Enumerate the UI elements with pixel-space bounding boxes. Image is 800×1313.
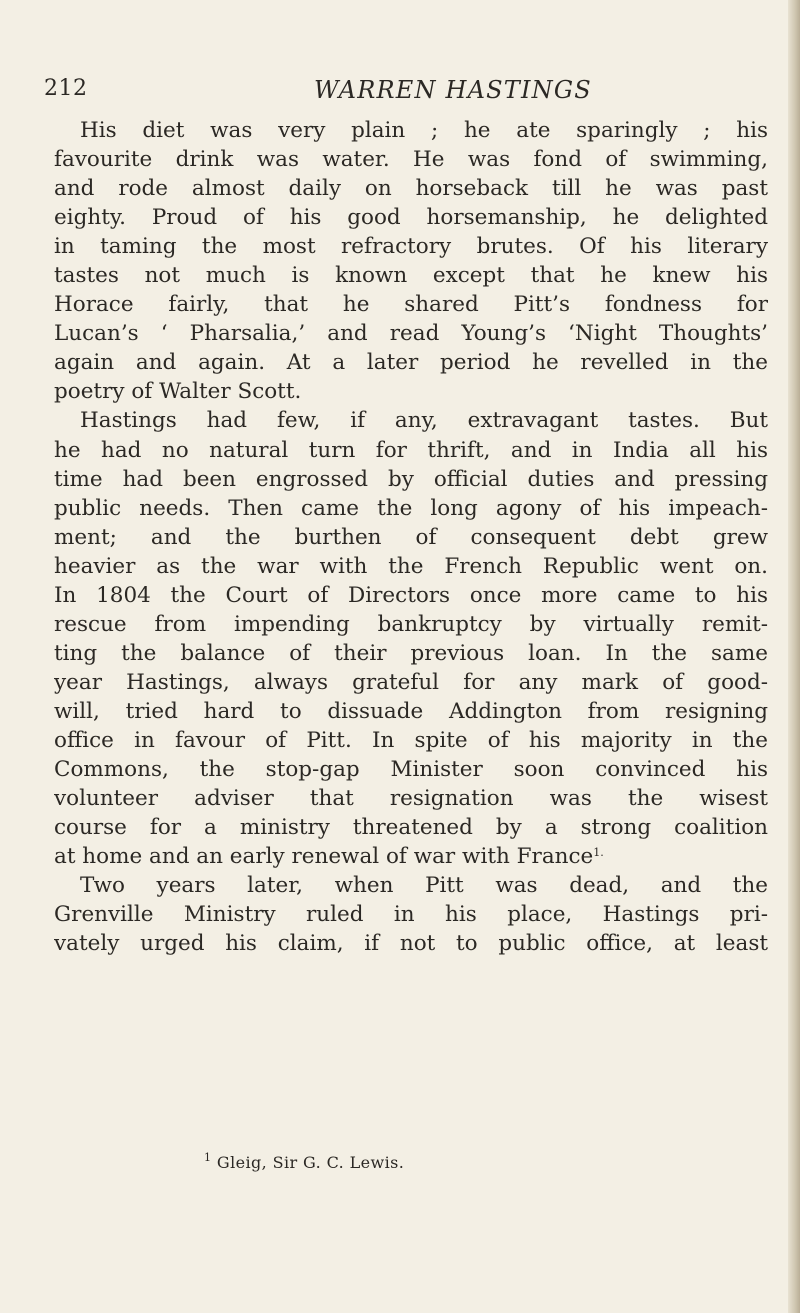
text-line: will, tried hard to dissuade Addington from resigning: [54, 698, 768, 724]
text-line: rescue from impending bankruptcy by virtually remit-: [54, 611, 768, 637]
text-line: time had been engrossed by official duties and pressing: [54, 466, 768, 492]
page-number: 212: [44, 76, 88, 101]
text-line: and rode almost daily on horseback till he was past: [54, 176, 768, 202]
text-line: poetry of Walter Scott.: [54, 379, 302, 405]
text-line: Lucan’s ‘ Pharsalia,’ and read Young’s ‘Night Thoughts’: [54, 321, 768, 347]
text-line: again and again. At a later period he revelled in the: [54, 350, 768, 376]
text-line: Two years later, when Pitt was dead, and the: [80, 873, 768, 899]
text-line: vately urged his claim, if not to public office, at least: [54, 931, 768, 957]
text-line: office in favour of Pitt. In spite of his majority in the: [54, 727, 768, 753]
text-line: Grenville Ministry ruled in his place, Hastings pri-: [54, 902, 768, 928]
footnote-text: Gleig, Sir G. C. Lewis.: [216, 1153, 405, 1172]
running-title: WARREN HASTINGS: [314, 76, 592, 104]
text-line: favourite drink was water. He was fond of swimming,: [54, 147, 768, 173]
text-line: tastes not much is known except that he knew his: [54, 263, 768, 289]
text-line: In 1804 the Court of Directors once more came to his: [54, 582, 768, 608]
text-line: course for a ministry threatened by a strong coalition: [54, 815, 768, 841]
footnote-reference: 1.: [593, 846, 604, 860]
text-line-content: at home and an early renewal of war with France: [54, 844, 594, 870]
text-line: His diet was very plain ; he ate sparingly ; his: [80, 118, 768, 143]
text-line: year Hastings, always grateful for any mark of good-: [54, 669, 768, 695]
text-line: [54, 842, 768, 871]
text-line: eighty. Proud of his good horsemanship, he delighted: [54, 205, 768, 231]
text-line: he had no natural turn for thrift, and in India all his: [54, 437, 768, 463]
text-line: ting the balance of their previous loan. In the same: [54, 640, 768, 666]
body-text: [54, 116, 768, 958]
page-edge-shadow: [788, 0, 800, 1313]
page-header: [44, 76, 744, 106]
text-line: Commons, the stop-gap Minister soon convinced his: [54, 757, 768, 783]
text-line: public needs. Then came the long agony of his impeach-: [54, 495, 768, 521]
footnote-marker: 1: [204, 1151, 212, 1164]
text-line: volunteer adviser that resignation was the wisest: [54, 786, 768, 812]
text-line: in taming the most refractory brutes. Of his literary: [54, 234, 768, 260]
text-line: heavier as the war with the French Republic went on.: [54, 553, 768, 579]
text-line: Horace fairly, that he shared Pitt’s fondness for: [54, 292, 768, 318]
text-line: ment; and the burthen of consequent debt grew: [54, 524, 768, 550]
text-line: Hastings had few, if any, extravagant tastes. But: [80, 408, 768, 434]
footnote: [204, 1153, 404, 1172]
